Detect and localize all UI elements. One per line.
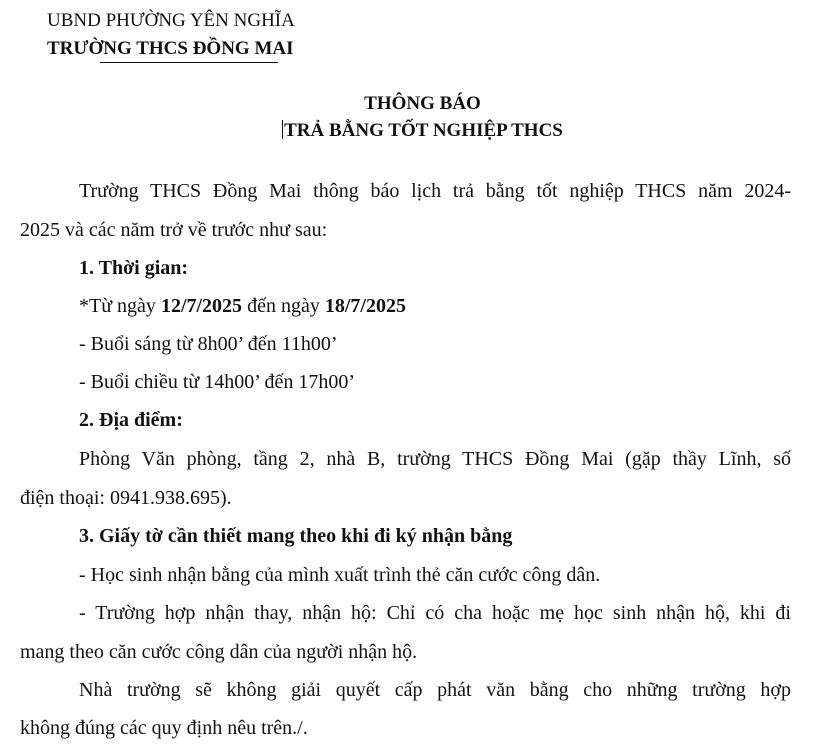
date-prefix: *Từ ngày xyxy=(79,295,161,317)
notice-subtitle xyxy=(6,120,833,142)
closing-line-2: không đúng các quy định nêu trên./. xyxy=(20,717,308,739)
notice-subtitle-text: TRẢ BẰNG TỐT NGHIỆP THCS xyxy=(284,120,563,141)
text-cursor xyxy=(282,120,283,139)
section-3-heading: 3. Giấy tờ cần thiết mang theo khi đi ký nhận bằng xyxy=(79,525,513,547)
date-range xyxy=(79,294,406,318)
section-1-heading: 1. Thời gian: xyxy=(79,257,189,279)
intro-line-1: Trường THCS Đồng Mai thông báo lịch trả bằng tốt nghiệp THCS năm 2024- xyxy=(79,180,791,202)
documents-item-2-line-1: - Trường hợp nhận thay, nhận hộ: Chỉ có cha hoặc mẹ học sinh nhận hộ, khi đi xyxy=(79,602,791,624)
documents-item-2-line-2: mang theo căn cước công dân của người nhận hộ. xyxy=(20,641,418,663)
closing-line-1: Nhà trường sẽ không giải quyết cấp phát văn bằng cho những trường hợp xyxy=(79,679,791,701)
afternoon-hours: - Buổi chiều từ 14h00’ đến 17h00’ xyxy=(79,371,355,393)
section-2-heading: 2. Địa điểm: xyxy=(79,409,183,431)
notice-title: THÔNG BÁO xyxy=(364,93,481,114)
school-name-underline xyxy=(100,62,278,63)
intro-line-2: 2025 và các năm trở về trước như sau: xyxy=(20,219,328,241)
documents-item-1: - Học sinh nhận bằng của mình xuất trình thẻ căn cước công dân. xyxy=(79,564,601,586)
location-line-2: điện thoại: 0941.938.695). xyxy=(20,487,232,509)
agency-name: UBND PHƯỜNG YÊN NGHĨA xyxy=(47,10,295,31)
date-to: 18/7/2025 xyxy=(324,295,406,317)
school-name: TRƯỜNG THCS ĐỒNG MAI xyxy=(47,38,294,59)
location-line-1: Phòng Văn phòng, tầng 2, nhà B, trường THCS Đồng Mai (gặp thầy Lĩnh, số xyxy=(79,448,791,470)
date-mid: đến ngày xyxy=(242,295,325,317)
morning-hours: - Buổi sáng từ 8h00’ đến 11h00’ xyxy=(79,333,338,355)
date-from: 12/7/2025 xyxy=(160,295,243,317)
